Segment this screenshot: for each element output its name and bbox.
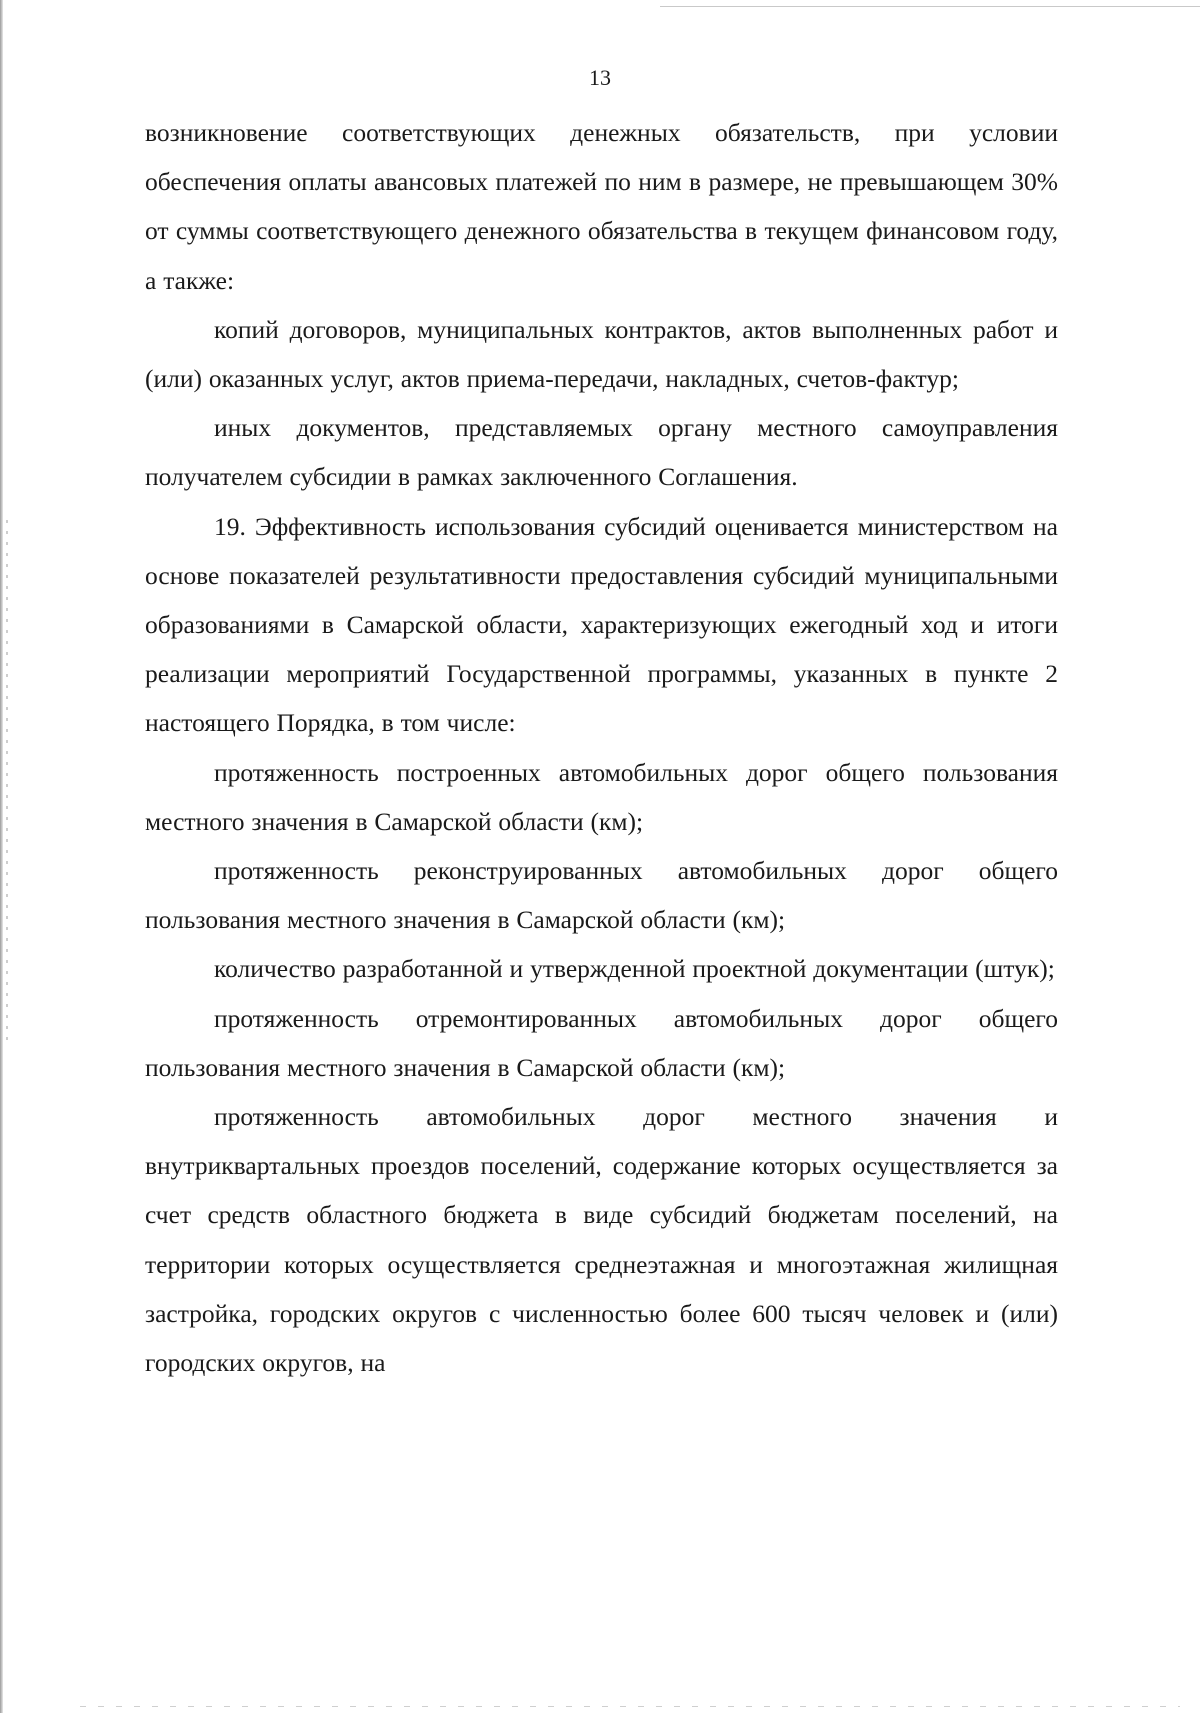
document-body [145,108,1058,1387]
list-item-reconstructed-roads: протяженность реконструированных автомобильных дорог общего пользования местного значения в Самарской области (км); [145,856,1058,935]
list-item-repaired-roads: протяженность отремонтированных автомобильных дорог общего пользования местного значения в Самарской области (км); [145,1003,1058,1082]
scan-binding-marks [6,520,8,1040]
paragraph-point-19: 19. Эффективность использования субсидий оценивается министерством на основе показателей результативности предоставления субсидий муниципальными образованиями в Самарской области, характеризующих ежегодный ход и итоги реализации мероприятий Государственной программы, указанных в пункте 2 настоящего Порядка, в том числе: [145,511,1058,738]
paragraph-other-documents: иных документов, представляемых органу местного самоуправления получателем субсидии в рамках заключенного Соглашения. [145,413,1058,492]
page-number: 13 [589,65,611,90]
paragraph-contract-copies: копий договоров, муниципальных контрактов, актов выполненных работ и (или) оказанных услуг, актов приема-передачи, накладных, счетов-фактур; [145,314,1058,394]
paragraph-continuation: возникновение соответствующих денежных обязательств, при условии обеспечения оплаты авансовых платежей по ним в размере, не превышающем 30% от суммы соответствующего денежного обязательства в текущем финансовом году, а также: [145,118,1058,295]
scan-bottom-line [80,1706,1180,1707]
list-item-maintained-roads: протяженность автомобильных дорог местного значения и внутриквартальных проездов поселений, содержание которых осуществляется за счет средств областного бюджета в виде субсидий бюджетам поселений, на территории которых осуществляется среднеэтажная и многоэтажная жилищная застройка, городских округов с численностью более 600 тысяч человек и (или) городских округов, на [145,1102,1058,1378]
scan-edge [0,0,3,1713]
list-item-built-roads: протяженность построенных автомобильных дорог общего пользования местного значения в Самарской области (км); [145,757,1058,836]
scan-top-line [660,6,1200,7]
list-item-project-documentation: количество разработанной и утвержденной проектной документации (штук); [214,954,1055,984]
